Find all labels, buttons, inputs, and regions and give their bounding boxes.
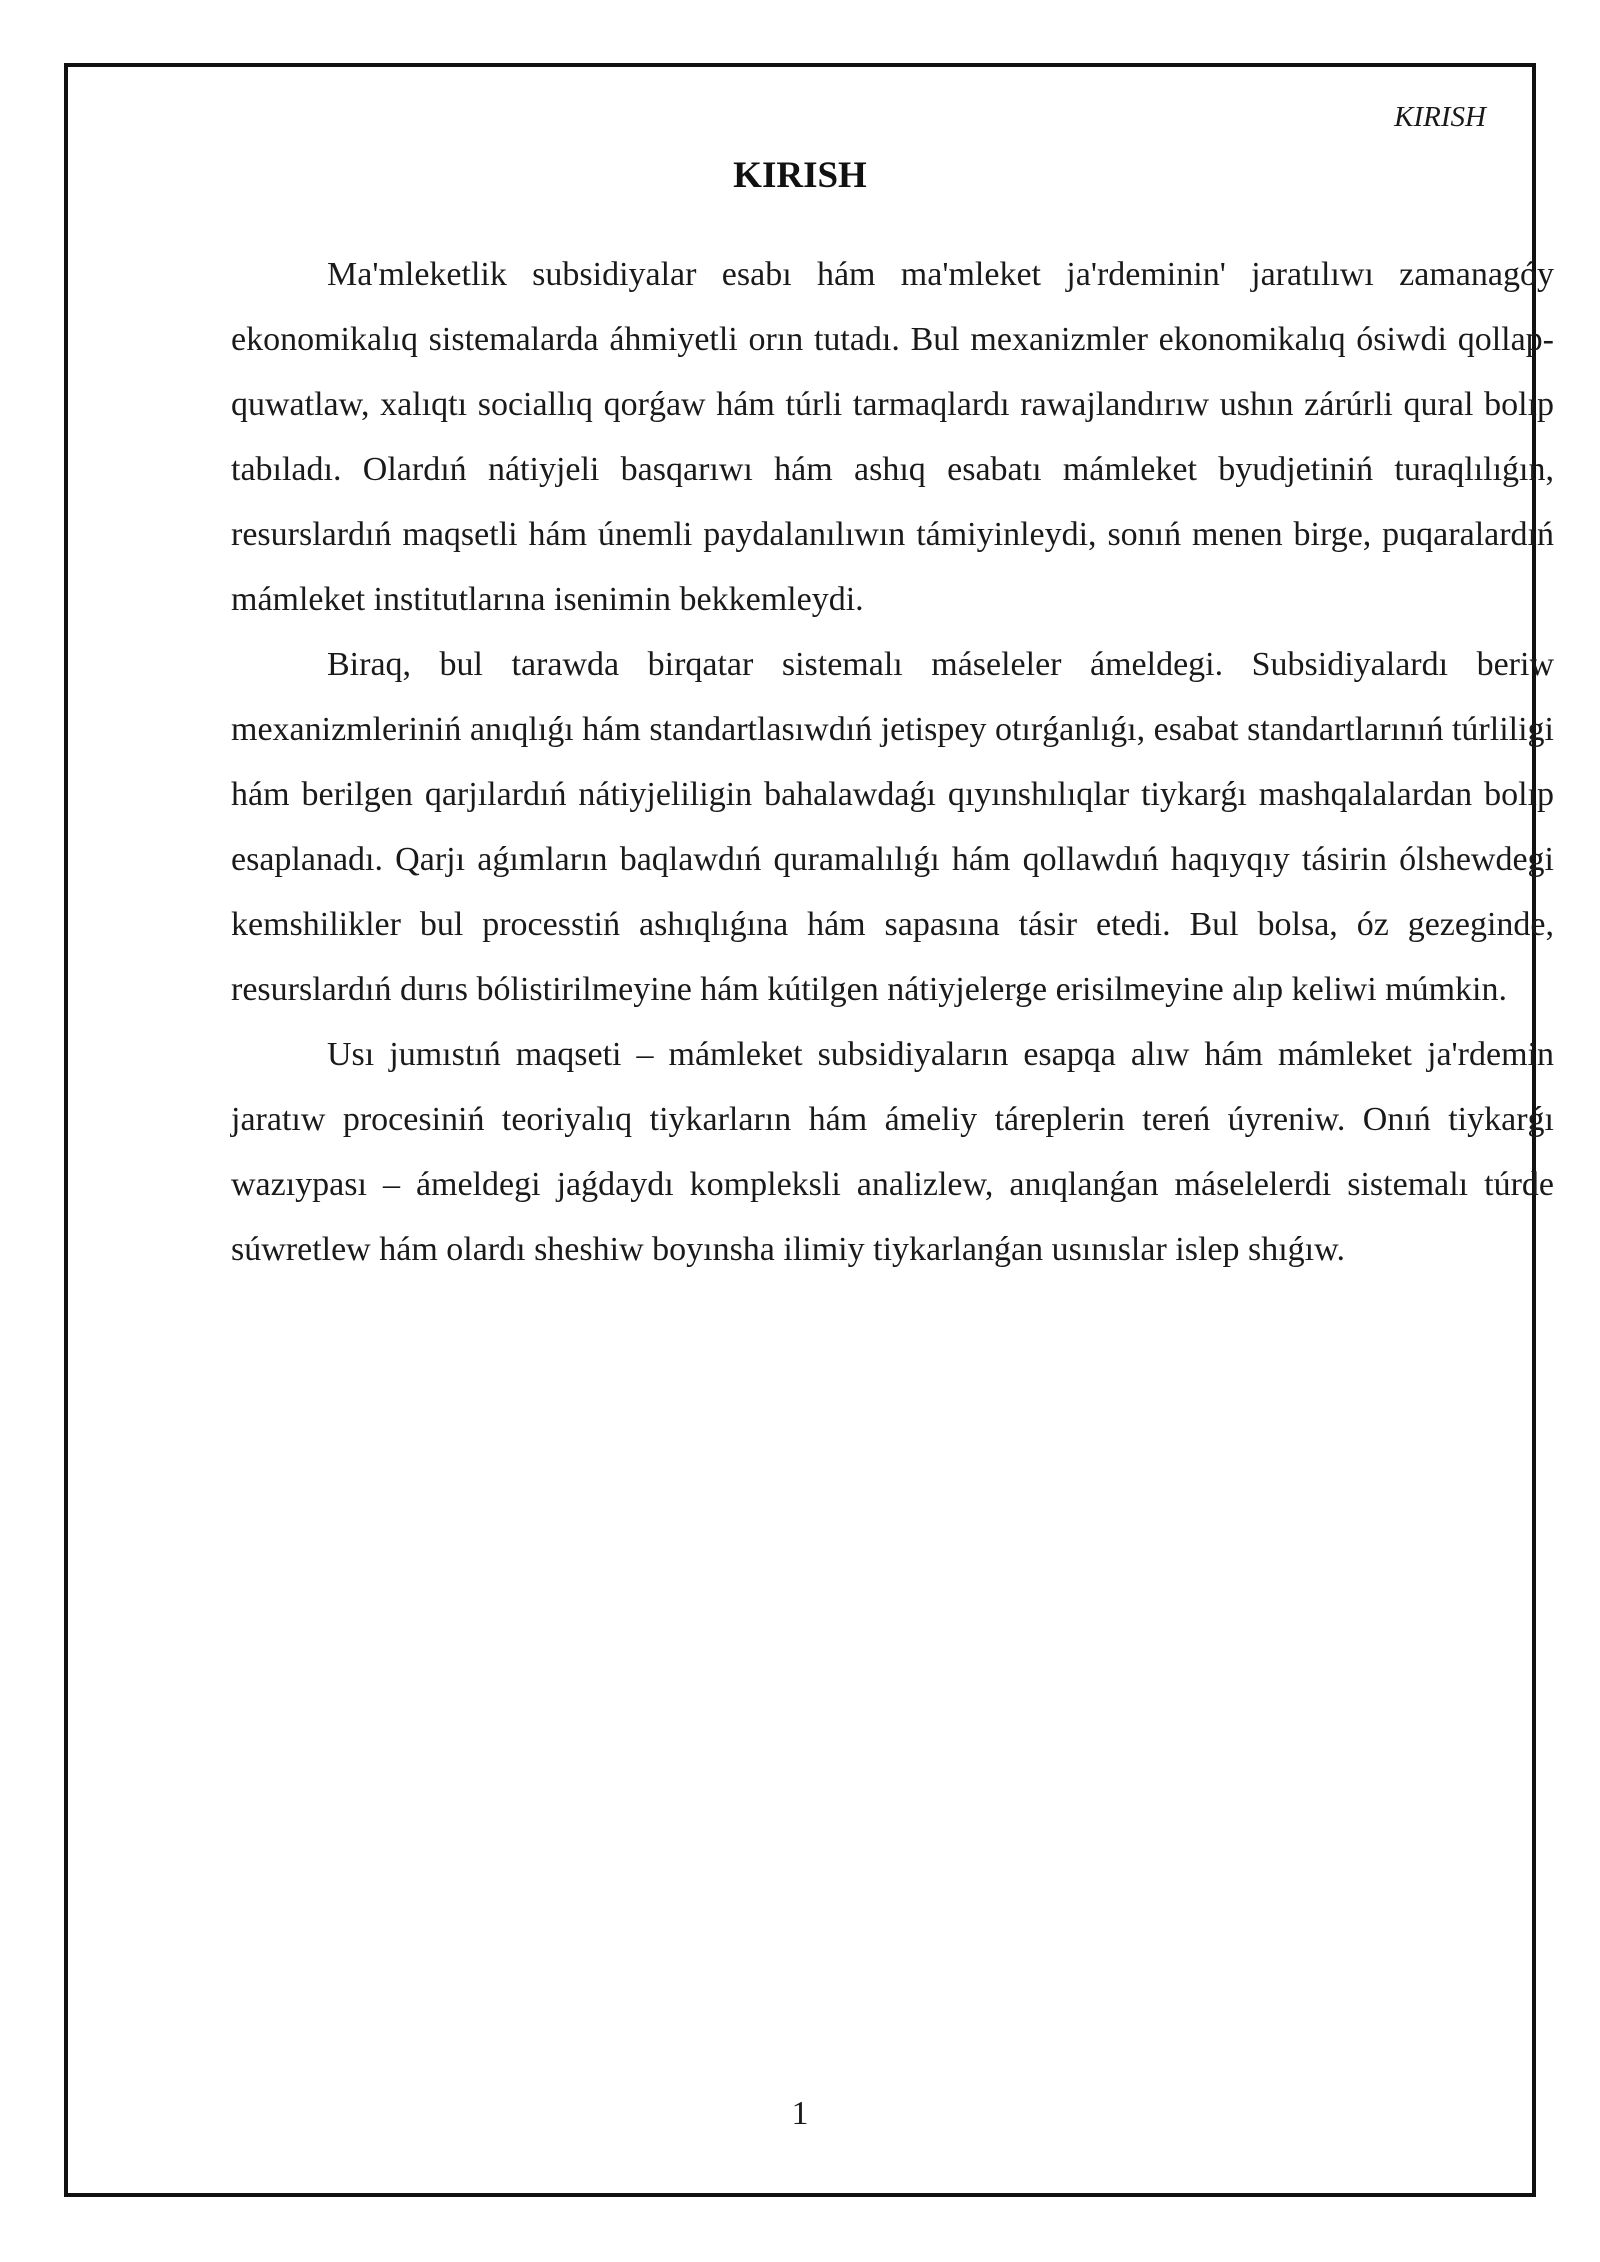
paragraph-2: Biraq, bul tarawda birqatar sistemalı máseleler ámeldegi. Subsidiyalardı beriw mexanizmleriniń anıqlıǵı hám standartlasıwdıń jetispey otırǵanlıǵı, esabat standartlarınıń túrliligi hám berilgen qarjılardıń nátiyjeliligin bahalawdaǵı qıyınshılıqlar tiykarǵı mashqalalardan bolıp esaplanadı. Qarjı aǵımların baqlawdıń quramalılıǵı hám qollawdıń haqıyqıy tásirin ólshewdegi kemshilikler bul processtiń ashıqlıǵına hám sapasına tásir etedi. Bul bolsa, óz gezeginde, resurslardıń durıs bólistirilmeyine hám kútilgen nátiyjelerge erisilmeyine alıp keliwi múmkin.: [231, 646, 1554, 1008]
page-border: [64, 63, 1554, 2197]
body-text: [231, 242, 1554, 1282]
running-header: KIRISH: [1394, 101, 1486, 133]
paragraph-3: Usı jumıstıń maqseti – mámleket subsidiyaların esapqa alıw hám mámleket ja'rdemin jaratıw procesiniń teoriyalıq tiykarların hám ámeliy táreplerin tereń úyreniw. Onıń tiykarǵı wazıypası – ámeldegi jaǵdaydı kompleksli analizlew, anıqlanǵan máselelerdi sistemalı túrde súwretlew hám olardı sheshiw boyınsha ilimiy tiykarlanǵan usınıslar islep shıǵıw.: [231, 1036, 1554, 1268]
page-number: 1: [791, 2095, 809, 2132]
page-title: KIRISH: [733, 155, 867, 196]
paragraph-1: Ma'mleketlik subsidiyalar esabı hám ma'mleket ja'rdeminin' jaratılıwı zamanagóy ekonomikalıq sistemalarda áhmiyetli orın tutadı. Bul mexanizmler ekonomikalıq ósiwdi qollap-quwatlaw, xalıqtı sociallıq qorǵaw hám túrli tarmaqlardı rawajlandırıw ushın zárúrli qural bolıp tabıladı. Olardıń nátiyjeli basqarıwı hám ashıq esabatı mámleket byudjetiniń turaqlılıǵın, resurslardıń maqsetli hám únemli paydalanılıwın támiyinleydi, sonıń menen birge, puqaralardıń mámleket institutlarına isenimin bekkemleydi.: [231, 256, 1554, 618]
